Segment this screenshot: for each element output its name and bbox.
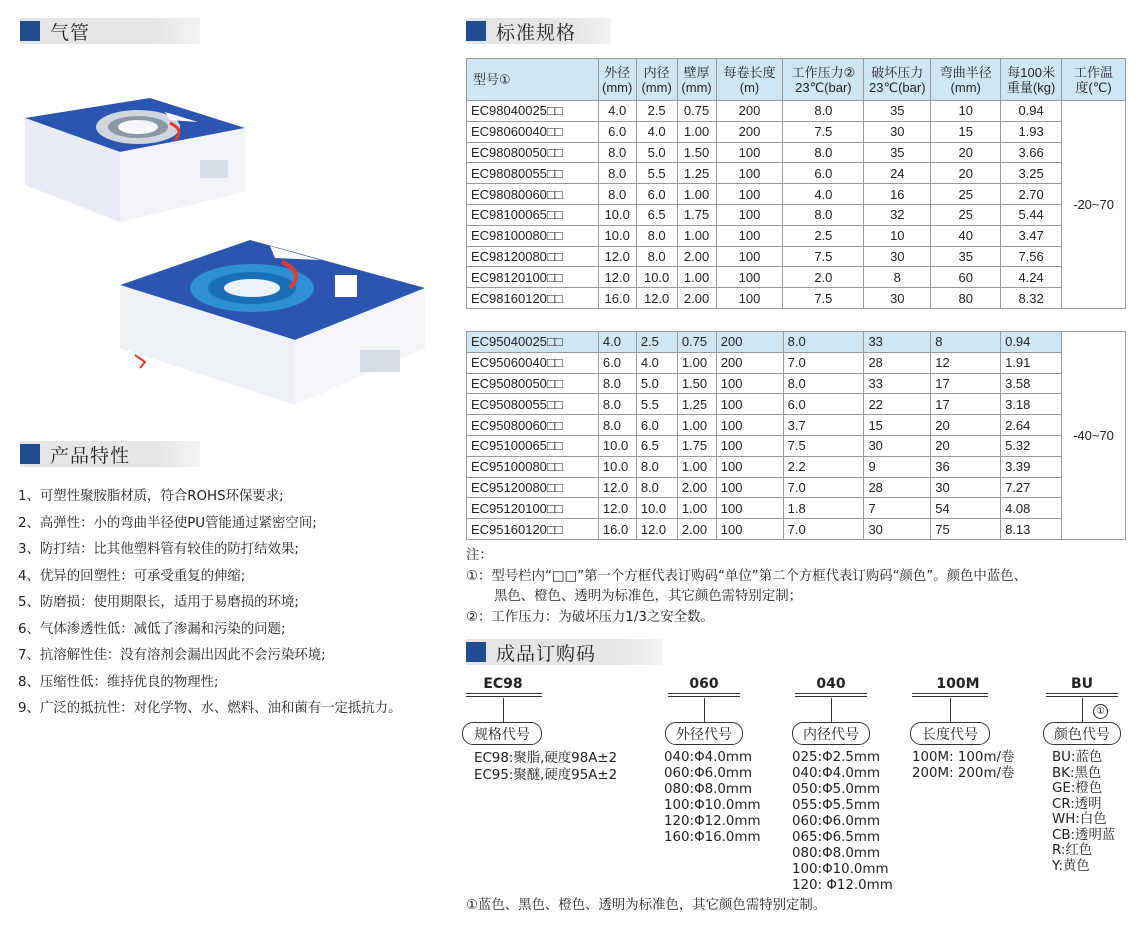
- section-title: 产品特性: [50, 444, 131, 467]
- feature-item: 5、防磨损：使用期限长，适用于易磨损的环境;: [18, 595, 299, 610]
- feature-item: 3、防打结：比其他塑料管有较佳的防打结效果;: [18, 542, 299, 557]
- features-list: [18, 484, 438, 723]
- value-cell: 30: [864, 121, 931, 142]
- model-cell: EC98120100□□: [467, 267, 599, 288]
- section-header-spec: [466, 18, 611, 44]
- value-cell: 2.00: [677, 246, 716, 267]
- header-working-pressure: 工作压力② 23℃(bar): [783, 59, 864, 101]
- code-length: 100M: [936, 676, 980, 692]
- code-od: 060: [689, 676, 719, 692]
- value-cell: 100: [716, 498, 783, 519]
- value-cell: 6.0: [783, 394, 864, 415]
- code-option: 050:Φ5.0mm: [792, 782, 880, 797]
- value-cell: 100: [716, 267, 783, 288]
- code-option: 040:Φ4.0mm: [664, 750, 752, 765]
- value-cell: 30: [864, 519, 931, 540]
- value-cell: 7.27: [1001, 477, 1062, 498]
- value-cell: 100: [716, 225, 783, 246]
- value-cell: 36: [931, 456, 1001, 477]
- value-cell: 1.75: [677, 435, 716, 456]
- spec-code-list: [474, 750, 617, 784]
- value-cell: 3.47: [1001, 225, 1062, 246]
- code-underline: [1046, 693, 1118, 697]
- value-cell: 5.44: [1001, 204, 1062, 225]
- value-cell: 1.00: [677, 184, 716, 205]
- table-row: [467, 288, 1126, 309]
- value-cell: 7.5: [783, 435, 864, 456]
- code-option: CB:透明蓝: [1052, 827, 1116, 843]
- temperature-cell: -40~70: [1061, 332, 1125, 540]
- table-row: [467, 415, 1126, 436]
- code-option: Y:黄色: [1052, 858, 1090, 874]
- value-cell: 75: [931, 519, 1001, 540]
- value-cell: 100: [716, 456, 783, 477]
- model-cell: EC95100080□□: [467, 456, 599, 477]
- value-cell: 1.00: [677, 415, 716, 436]
- value-cell: 4.0: [598, 332, 636, 353]
- code-id: 040: [816, 676, 846, 692]
- value-cell: 200: [716, 332, 783, 353]
- circle-note-marker: ①: [1093, 704, 1108, 719]
- header-wall: 壁厚 (mm): [677, 59, 716, 101]
- table-row: [467, 352, 1126, 373]
- table-row: [467, 519, 1126, 540]
- table-row: [467, 184, 1126, 205]
- code-option: 100:Φ10.0mm: [792, 862, 889, 877]
- value-cell: 30: [931, 477, 1001, 498]
- value-cell: 4.24: [1001, 267, 1062, 288]
- value-cell: 7.5: [783, 246, 864, 267]
- value-cell: 12.0: [598, 477, 636, 498]
- label-spec-code: 规格代号: [462, 722, 542, 745]
- table-row: [467, 225, 1126, 246]
- code-underline: [795, 693, 867, 697]
- value-cell: 10.0: [598, 435, 636, 456]
- code-option: BU:蓝色: [1052, 750, 1103, 765]
- table-row: [467, 435, 1126, 456]
- model-cell: EC95120080□□: [467, 477, 599, 498]
- header-bend-radius: 弯曲半径 (mm): [931, 59, 1001, 101]
- value-cell: 0.75: [677, 101, 716, 122]
- feature-item: 4、优异的回塑性：可承受重复的伸缩;: [18, 568, 246, 584]
- value-cell: 3.39: [1001, 456, 1062, 477]
- code-option: 200M: 200m/卷: [912, 766, 1015, 781]
- value-cell: 10.0: [598, 225, 636, 246]
- value-cell: 4.0: [636, 352, 677, 373]
- section-marker-icon: [466, 21, 486, 41]
- value-cell: 12.0: [636, 519, 677, 540]
- value-cell: 6.5: [636, 435, 677, 456]
- value-cell: 22: [864, 394, 931, 415]
- table-row: [467, 477, 1126, 498]
- table-row: [467, 498, 1126, 519]
- value-cell: 6.0: [783, 163, 864, 184]
- value-cell: 16.0: [598, 519, 636, 540]
- value-cell: 17: [931, 373, 1001, 394]
- table-row: [467, 101, 1126, 122]
- value-cell: 35: [864, 101, 931, 122]
- value-cell: 100: [716, 415, 783, 436]
- value-cell: 1.00: [677, 121, 716, 142]
- value-cell: 6.0: [598, 352, 636, 373]
- note-1-continued: 黑色、橙色、透明为标准色，其它颜色需特别定制；: [494, 589, 802, 604]
- value-cell: 40: [931, 225, 1001, 246]
- value-cell: 200: [716, 352, 783, 373]
- table-row: [467, 142, 1126, 163]
- value-cell: 8.0: [783, 204, 864, 225]
- value-cell: 100: [716, 477, 783, 498]
- bottom-note: ①蓝色、黑色、橙色、透明为标准色，其它颜色需特别定制。: [466, 898, 827, 913]
- notes: [466, 546, 1138, 628]
- value-cell: 100: [716, 142, 783, 163]
- table-row: [467, 267, 1126, 288]
- value-cell: 100: [716, 204, 783, 225]
- value-cell: 12: [931, 352, 1001, 373]
- value-cell: 8.0: [598, 373, 636, 394]
- value-cell: 2.00: [677, 288, 716, 309]
- value-cell: 200: [716, 121, 783, 142]
- value-cell: 2.5: [783, 225, 864, 246]
- value-cell: 7.5: [783, 288, 864, 309]
- model-cell: EC98100080□□: [467, 225, 599, 246]
- value-cell: 8.0: [636, 477, 677, 498]
- table-row: [467, 163, 1126, 184]
- value-cell: 8: [931, 332, 1001, 353]
- tube-box-back: [25, 98, 245, 222]
- code-option: 120: Φ12.0mm: [792, 878, 893, 893]
- label-length-code: 长度代号: [910, 722, 990, 745]
- value-cell: 54: [931, 498, 1001, 519]
- id-code-list: [792, 750, 893, 894]
- value-cell: 4.0: [783, 184, 864, 205]
- value-cell: 1.00: [677, 352, 716, 373]
- product-photo: [20, 50, 440, 410]
- code-option: 080:Φ8.0mm: [664, 782, 752, 797]
- section-title: 成品订购码: [496, 642, 597, 665]
- model-cell: EC95080060□□: [467, 415, 599, 436]
- table-row: [467, 456, 1126, 477]
- note-1: ①：型号栏内“□□”第一个方框代表订购码“单位”第二个方框代表订购码“颜色”。颜色中蓝色、: [466, 568, 1027, 584]
- section-header-order: [466, 639, 662, 665]
- value-cell: 3.7: [783, 415, 864, 436]
- code-option: EC98:聚脂,硬度98A±2: [474, 751, 618, 766]
- connector-line: [950, 698, 951, 722]
- table-row: [467, 204, 1126, 225]
- value-cell: 7.0: [783, 477, 864, 498]
- value-cell: 100: [716, 435, 783, 456]
- header-length: 每卷长度 (m): [716, 59, 783, 101]
- code-spec: EC98: [483, 676, 523, 692]
- value-cell: 28: [864, 477, 931, 498]
- value-cell: 7.56: [1001, 246, 1062, 267]
- value-cell: 30: [864, 288, 931, 309]
- value-cell: 9: [864, 456, 931, 477]
- value-cell: 1.00: [677, 267, 716, 288]
- spec-table-ec95: [466, 331, 1126, 540]
- value-cell: 28: [864, 352, 931, 373]
- model-cell: EC98080060□□: [467, 184, 599, 205]
- value-cell: 1.00: [677, 225, 716, 246]
- length-code-list: [912, 750, 1014, 782]
- value-cell: 100: [716, 394, 783, 415]
- section-marker-icon: [20, 21, 40, 41]
- value-cell: 1.93: [1001, 121, 1062, 142]
- value-cell: 5.0: [636, 142, 677, 163]
- header-weight: 每100米 重量(kg): [1001, 59, 1062, 101]
- value-cell: 10.0: [598, 204, 636, 225]
- value-cell: 100: [716, 163, 783, 184]
- code-option: 100:Φ10.0mm: [664, 798, 761, 813]
- value-cell: 100: [716, 288, 783, 309]
- value-cell: 8.13: [1001, 519, 1062, 540]
- value-cell: 2.64: [1001, 415, 1062, 436]
- feature-item: 1、可塑性聚胺脂材质，符合ROHS环保要求;: [18, 489, 284, 504]
- value-cell: 8.0: [783, 101, 864, 122]
- model-cell: EC95060040□□: [467, 352, 599, 373]
- code-option: 025:Φ2.5mm: [792, 750, 880, 765]
- code-option: 055:Φ5.5mm: [792, 798, 880, 813]
- value-cell: 10: [931, 101, 1001, 122]
- tube-box-front: [120, 240, 425, 405]
- value-cell: 32: [864, 204, 931, 225]
- value-cell: 0.94: [1001, 332, 1062, 353]
- value-cell: 1.25: [677, 394, 716, 415]
- value-cell: 6.5: [636, 204, 677, 225]
- value-cell: 5.0: [636, 373, 677, 394]
- value-cell: 80: [931, 288, 1001, 309]
- value-cell: 6.0: [598, 121, 636, 142]
- feature-item: 9、广泛的抵抗性：对化学物、水、燃料、油和菌有一定抵抗力。: [18, 701, 402, 716]
- value-cell: 3.25: [1001, 163, 1062, 184]
- value-cell: 0.94: [1001, 101, 1062, 122]
- value-cell: 33: [864, 373, 931, 394]
- value-cell: 2.2: [783, 456, 864, 477]
- model-cell: EC95120100□□: [467, 498, 599, 519]
- value-cell: 5.5: [636, 394, 677, 415]
- label-color-code: 颜色代号: [1043, 722, 1121, 745]
- feature-item: 6、气体渗透性低：减低了渗漏和污染的问题;: [18, 621, 286, 637]
- value-cell: 5.5: [636, 163, 677, 184]
- value-cell: 7: [864, 498, 931, 519]
- value-cell: 100: [716, 373, 783, 394]
- table-row: [467, 394, 1126, 415]
- value-cell: 12.0: [598, 246, 636, 267]
- value-cell: 2.0: [783, 267, 864, 288]
- code-option: WH:白色: [1052, 812, 1107, 827]
- connector-line: [1082, 698, 1083, 722]
- value-cell: 8.0: [636, 225, 677, 246]
- model-cell: EC98080055□□: [467, 163, 599, 184]
- value-cell: 10: [864, 225, 931, 246]
- value-cell: 12.0: [636, 288, 677, 309]
- value-cell: 8.0: [598, 142, 636, 163]
- value-cell: 2.00: [677, 477, 716, 498]
- connector-line: [503, 698, 504, 722]
- value-cell: 35: [864, 142, 931, 163]
- value-cell: 200: [716, 101, 783, 122]
- value-cell: 33: [864, 332, 931, 353]
- value-cell: 2.5: [636, 332, 677, 353]
- section-marker-icon: [20, 444, 40, 464]
- value-cell: 1.50: [677, 373, 716, 394]
- value-cell: 8.0: [636, 246, 677, 267]
- value-cell: 4.0: [598, 101, 636, 122]
- code-option: EC95:聚醚,硬度95A±2: [474, 768, 618, 783]
- model-cell: EC95040025□□: [467, 332, 599, 353]
- value-cell: 8.0: [598, 163, 636, 184]
- model-cell: EC95100065□□: [467, 435, 599, 456]
- value-cell: 3.18: [1001, 394, 1062, 415]
- model-cell: EC95160120□□: [467, 519, 599, 540]
- value-cell: 4.0: [636, 121, 677, 142]
- value-cell: 35: [931, 246, 1001, 267]
- code-underline: [912, 693, 988, 697]
- connector-line: [704, 698, 705, 722]
- header-temperature: 工作温 度(℃): [1062, 59, 1126, 101]
- header-model: 型号①: [467, 59, 599, 101]
- model-cell: EC98040025□□: [467, 101, 599, 122]
- value-cell: 8.0: [783, 332, 864, 353]
- color-code-list: [1052, 750, 1115, 874]
- section-header-tube: [20, 18, 200, 44]
- value-cell: 1.00: [677, 498, 716, 519]
- spec-table-ec98: [466, 58, 1126, 309]
- header-od: 外径 (mm): [598, 59, 636, 101]
- value-cell: 12.0: [598, 498, 636, 519]
- header-burst-pressure: 破坏压力 23℃(bar): [864, 59, 931, 101]
- value-cell: 25: [931, 204, 1001, 225]
- code-underline: [466, 693, 542, 697]
- value-cell: 8.0: [598, 394, 636, 415]
- table-row: [467, 121, 1126, 142]
- code-underline: [668, 693, 740, 697]
- value-cell: 8.0: [783, 373, 864, 394]
- value-cell: 17: [931, 394, 1001, 415]
- value-cell: 20: [931, 163, 1001, 184]
- value-cell: 4.08: [1001, 498, 1062, 519]
- value-cell: 3.66: [1001, 142, 1062, 163]
- section-marker-icon: [466, 642, 486, 662]
- value-cell: 16: [864, 184, 931, 205]
- table-row: [467, 332, 1126, 353]
- value-cell: 6.0: [636, 415, 677, 436]
- value-cell: 20: [931, 415, 1001, 436]
- code-option: BK:黑色: [1052, 765, 1102, 781]
- value-cell: 7.5: [783, 121, 864, 142]
- model-cell: EC98100065□□: [467, 204, 599, 225]
- value-cell: 25: [931, 184, 1001, 205]
- value-cell: 8.0: [783, 142, 864, 163]
- model-cell: EC95080055□□: [467, 394, 599, 415]
- model-cell: EC98120080□□: [467, 246, 599, 267]
- value-cell: 10.0: [598, 456, 636, 477]
- code-option: 065:Φ6.5mm: [792, 830, 880, 845]
- code-option: 080:Φ8.0mm: [792, 846, 880, 861]
- value-cell: 5.32: [1001, 435, 1062, 456]
- value-cell: 30: [864, 246, 931, 267]
- value-cell: 2.00: [677, 519, 716, 540]
- value-cell: 16.0: [598, 288, 636, 309]
- code-option: 100M: 100m/卷: [912, 750, 1015, 765]
- model-cell: EC98160120□□: [467, 288, 599, 309]
- table-row: [467, 373, 1126, 394]
- value-cell: 20: [931, 142, 1001, 163]
- code-option: CR:透明: [1052, 796, 1102, 812]
- od-code-list: [664, 750, 761, 846]
- value-cell: 7.0: [783, 519, 864, 540]
- value-cell: 24: [864, 163, 931, 184]
- value-cell: 1.50: [677, 142, 716, 163]
- model-cell: EC95080050□□: [467, 373, 599, 394]
- value-cell: 0.75: [677, 332, 716, 353]
- feature-item: 2、高弹性：小的弯曲半径使PU管能通过紧密空间;: [18, 515, 317, 531]
- code-option: 060:Φ6.0mm: [792, 814, 880, 829]
- value-cell: 6.0: [636, 184, 677, 205]
- notes-title: 注：: [466, 548, 493, 563]
- code-option: 120:Φ12.0mm: [664, 814, 761, 829]
- value-cell: 8: [864, 267, 931, 288]
- value-cell: 8.0: [636, 456, 677, 477]
- value-cell: 1.00: [677, 456, 716, 477]
- value-cell: 10.0: [636, 267, 677, 288]
- code-option: 040:Φ4.0mm: [792, 766, 880, 781]
- value-cell: 60: [931, 267, 1001, 288]
- value-cell: 8.0: [598, 184, 636, 205]
- section-title: 标准规格: [496, 21, 577, 44]
- value-cell: 3.58: [1001, 373, 1062, 394]
- value-cell: 1.8: [783, 498, 864, 519]
- value-cell: 15: [931, 121, 1001, 142]
- model-cell: EC98060040□□: [467, 121, 599, 142]
- model-cell: EC98080050□□: [467, 142, 599, 163]
- connector-line: [831, 698, 832, 722]
- value-cell: 8.32: [1001, 288, 1062, 309]
- value-cell: 10.0: [636, 498, 677, 519]
- header-id: 内径 (mm): [636, 59, 677, 101]
- value-cell: 1.25: [677, 163, 716, 184]
- feature-item: 7、抗溶解性佳：没有溶剂会漏出因此不会污染环境;: [18, 648, 326, 663]
- code-option: GE:橙色: [1052, 781, 1103, 796]
- feature-item: 8、压缩性低：维持优良的物理性;: [18, 674, 219, 690]
- value-cell: 30: [864, 435, 931, 456]
- value-cell: 1.91: [1001, 352, 1062, 373]
- value-cell: 12.0: [598, 267, 636, 288]
- value-cell: 7.0: [783, 352, 864, 373]
- value-cell: 15: [864, 415, 931, 436]
- code-option: 160:Φ16.0mm: [664, 830, 761, 845]
- code-option: R:红色: [1052, 843, 1093, 858]
- value-cell: 1.75: [677, 204, 716, 225]
- value-cell: 2.70: [1001, 184, 1062, 205]
- section-header-features: [20, 441, 200, 467]
- value-cell: 2.5: [636, 101, 677, 122]
- value-cell: 100: [716, 246, 783, 267]
- value-cell: 100: [716, 519, 783, 540]
- code-color: BU: [1070, 676, 1094, 692]
- value-cell: 20: [931, 435, 1001, 456]
- temperature-cell: -20~70: [1062, 101, 1126, 309]
- label-od-code: 外径代号: [665, 722, 743, 745]
- value-cell: 100: [716, 184, 783, 205]
- label-id-code: 内径代号: [792, 722, 870, 745]
- section-title: 气管: [50, 21, 91, 44]
- code-option: 060:Φ6.0mm: [664, 766, 752, 781]
- value-cell: 8.0: [598, 415, 636, 436]
- table-row: [467, 246, 1126, 267]
- note-2: ②：工作压力：为破坏压力1/3之安全数。: [466, 609, 714, 625]
